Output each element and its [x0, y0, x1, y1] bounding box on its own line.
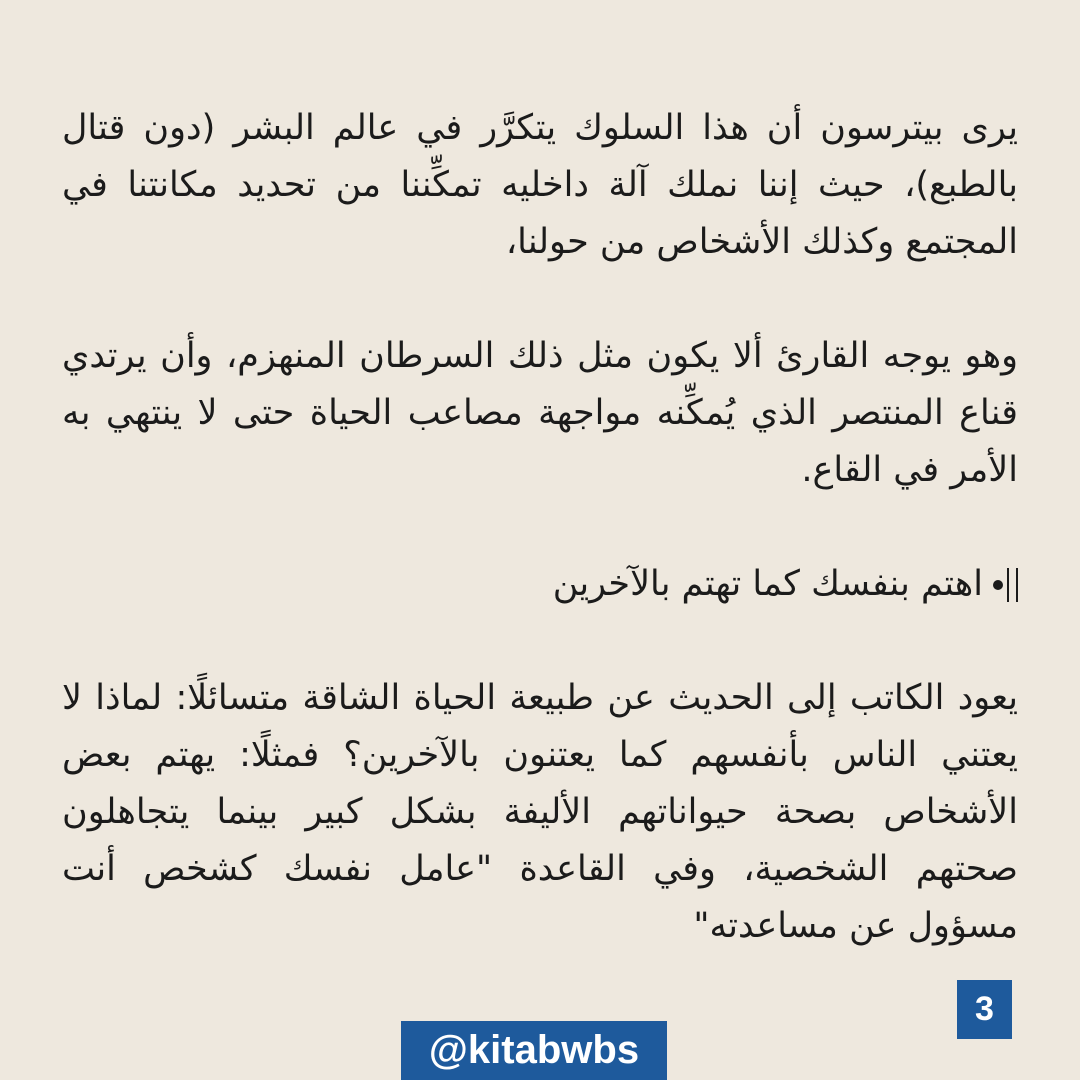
section-heading: [62, 556, 1018, 613]
bullet-marker-icon: [993, 568, 1018, 602]
section-heading-text: اهتم بنفسك كما تهتم بالآخرين: [552, 564, 983, 604]
paragraph-1: يرى بيترسون أن هذا السلوك يتكرَّر في عالم البشر (دون قتال بالطبع)، حيث إننا نملك آلة داخليه تمكِّننا من تحديد مكانتنا في المجتمع وكذلك الأشخاص من حولنا،: [62, 108, 1018, 262]
spacer: [62, 499, 1018, 556]
paragraph-3: يعود الكاتب إلى الحديث عن طبيعة الحياة الشاقة متسائلًا: لماذا لا يعتني الناس بأنفسهم كما يعتنون بالآخرين؟ فمثلًا: يهتم بعض الأشخاص بصحة حيواناتهم الأليفة بشكل كبير بينما يتجاهلون صحتهم الشخصية، وفي القاعدة "عامل نفسك كشخص أنت مسؤول عن مساعدته": [62, 678, 1018, 946]
paragraph-2: وهو يوجه القارئ ألا يكون مثل ذلك السرطان المنهزم، وأن يرتدي قناع المنتصر الذي يُمكِّنه مواجهة مصاعب الحياة حتى لا ينتهي به الأمر في القاع.: [62, 336, 1018, 490]
page-number-badge: 3: [957, 980, 1012, 1039]
article-body: [62, 100, 1018, 955]
account-handle[interactable]: @kitabwbs: [401, 1021, 667, 1080]
spacer: [62, 271, 1018, 328]
spacer: [62, 613, 1018, 670]
